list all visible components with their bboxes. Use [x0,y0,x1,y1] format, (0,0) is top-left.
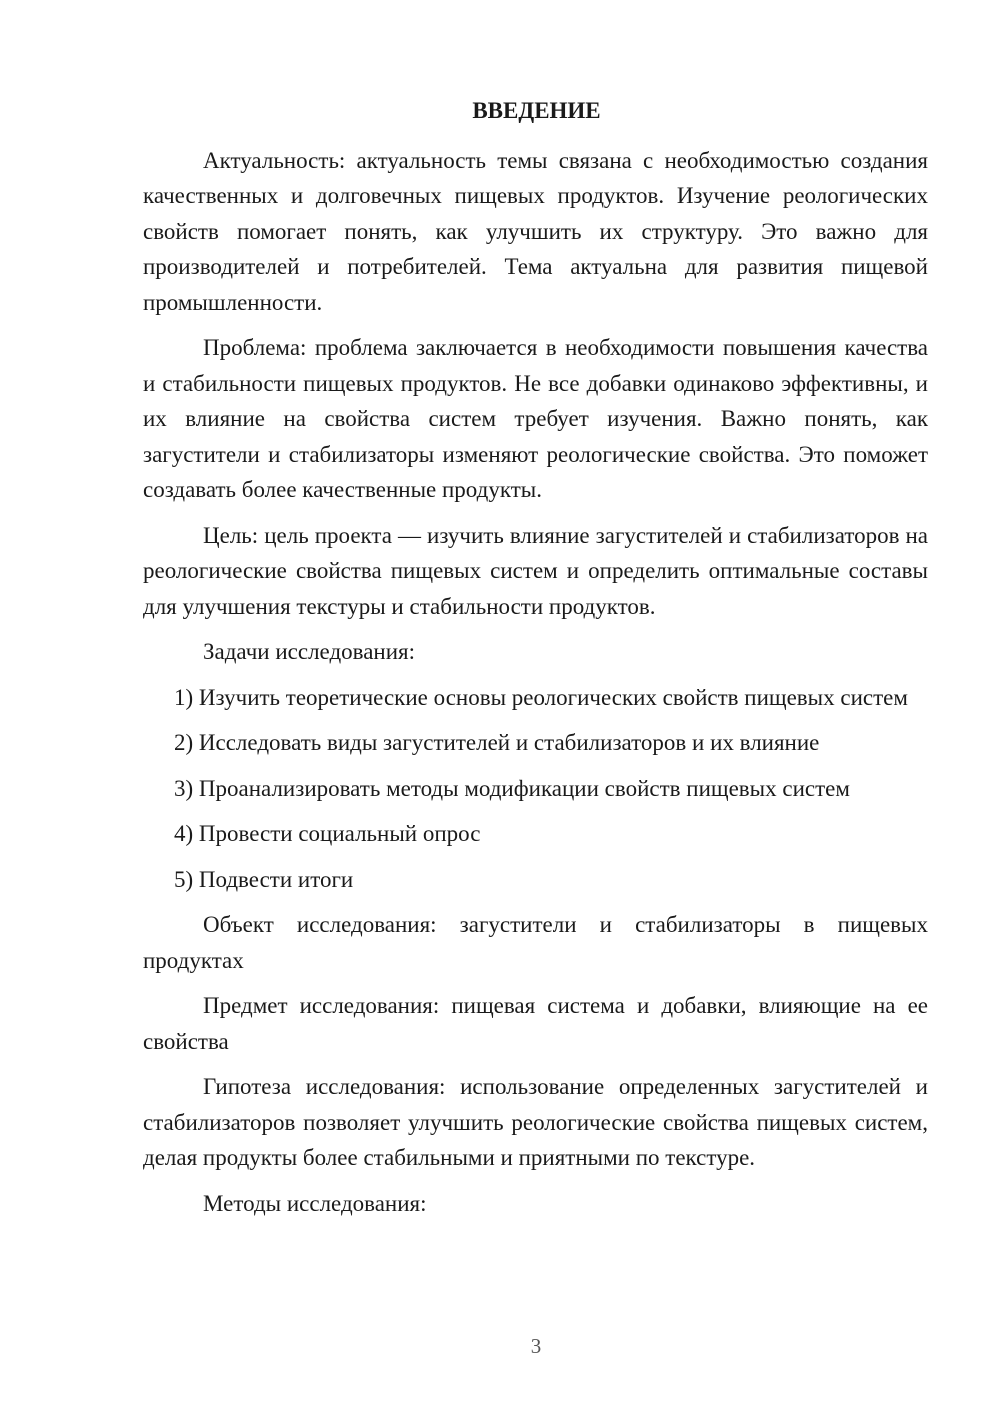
list-item: 5) Подвести итоги [174,866,354,892]
methods-heading: Методы исследования: [203,1190,427,1216]
tasks-heading: Задачи исследования: [203,639,416,664]
page-content [143,93,928,1231]
object-paragraph: Объект исследования: загустители и стабилизаторы в пищевых продуктах [143,912,928,973]
hypothesis-paragraph: Гипотеза исследования: использование определенных загустителей и стабилизаторов позволяет улучшить реологические свойства пищевых систем, делая продукты более стабильными и приятными по текстуре. [143,1074,928,1170]
tasks-list [143,680,928,898]
goal-paragraph: Цель: цель проекта — изучить влияние загустителей и стабилизаторов на реологические свойства пищевых систем и определить оптимальные составы для улучшения текстуры и стабильности продуктов. [143,522,928,619]
page-title: ВВЕДЕНИЕ [472,98,601,123]
relevance-paragraph: Актуальность: актуальность темы связана с необходимостью создания качественных и долговечных пищевых продуктов. Изучение реологических свойств помогает понять, как улучшить их структуру. Это важно для производителей и потребителей. Тема актуальна для развития пищевой промышленности. [143,147,928,315]
page-number: 3 [530,1334,542,1358]
list-item: 2) Исследовать виды загустителей и стабилизаторов и их влияние [174,730,820,755]
problem-paragraph: Проблема: проблема заключается в необходимости повышения качества и стабильности пищевых продуктов. Не все добавки одинаково эффективны, и их влияние на свойства систем требует изучения. Важно понять, как загустители и стабилизаторы изменяют реологические свойства. Это поможет создавать более качественные продукты. [143,335,928,502]
list-item: 3) Проанализировать методы модификации свойств пищевых систем [174,775,850,801]
subject-paragraph: Предмет исследования: пищевая система и добавки, влияющие на ее свойства [143,993,928,1054]
list-item: 1) Изучить теоретические основы реологических свойств пищевых систем [174,684,908,710]
list-item: 4) Провести социальный опрос [174,821,481,846]
